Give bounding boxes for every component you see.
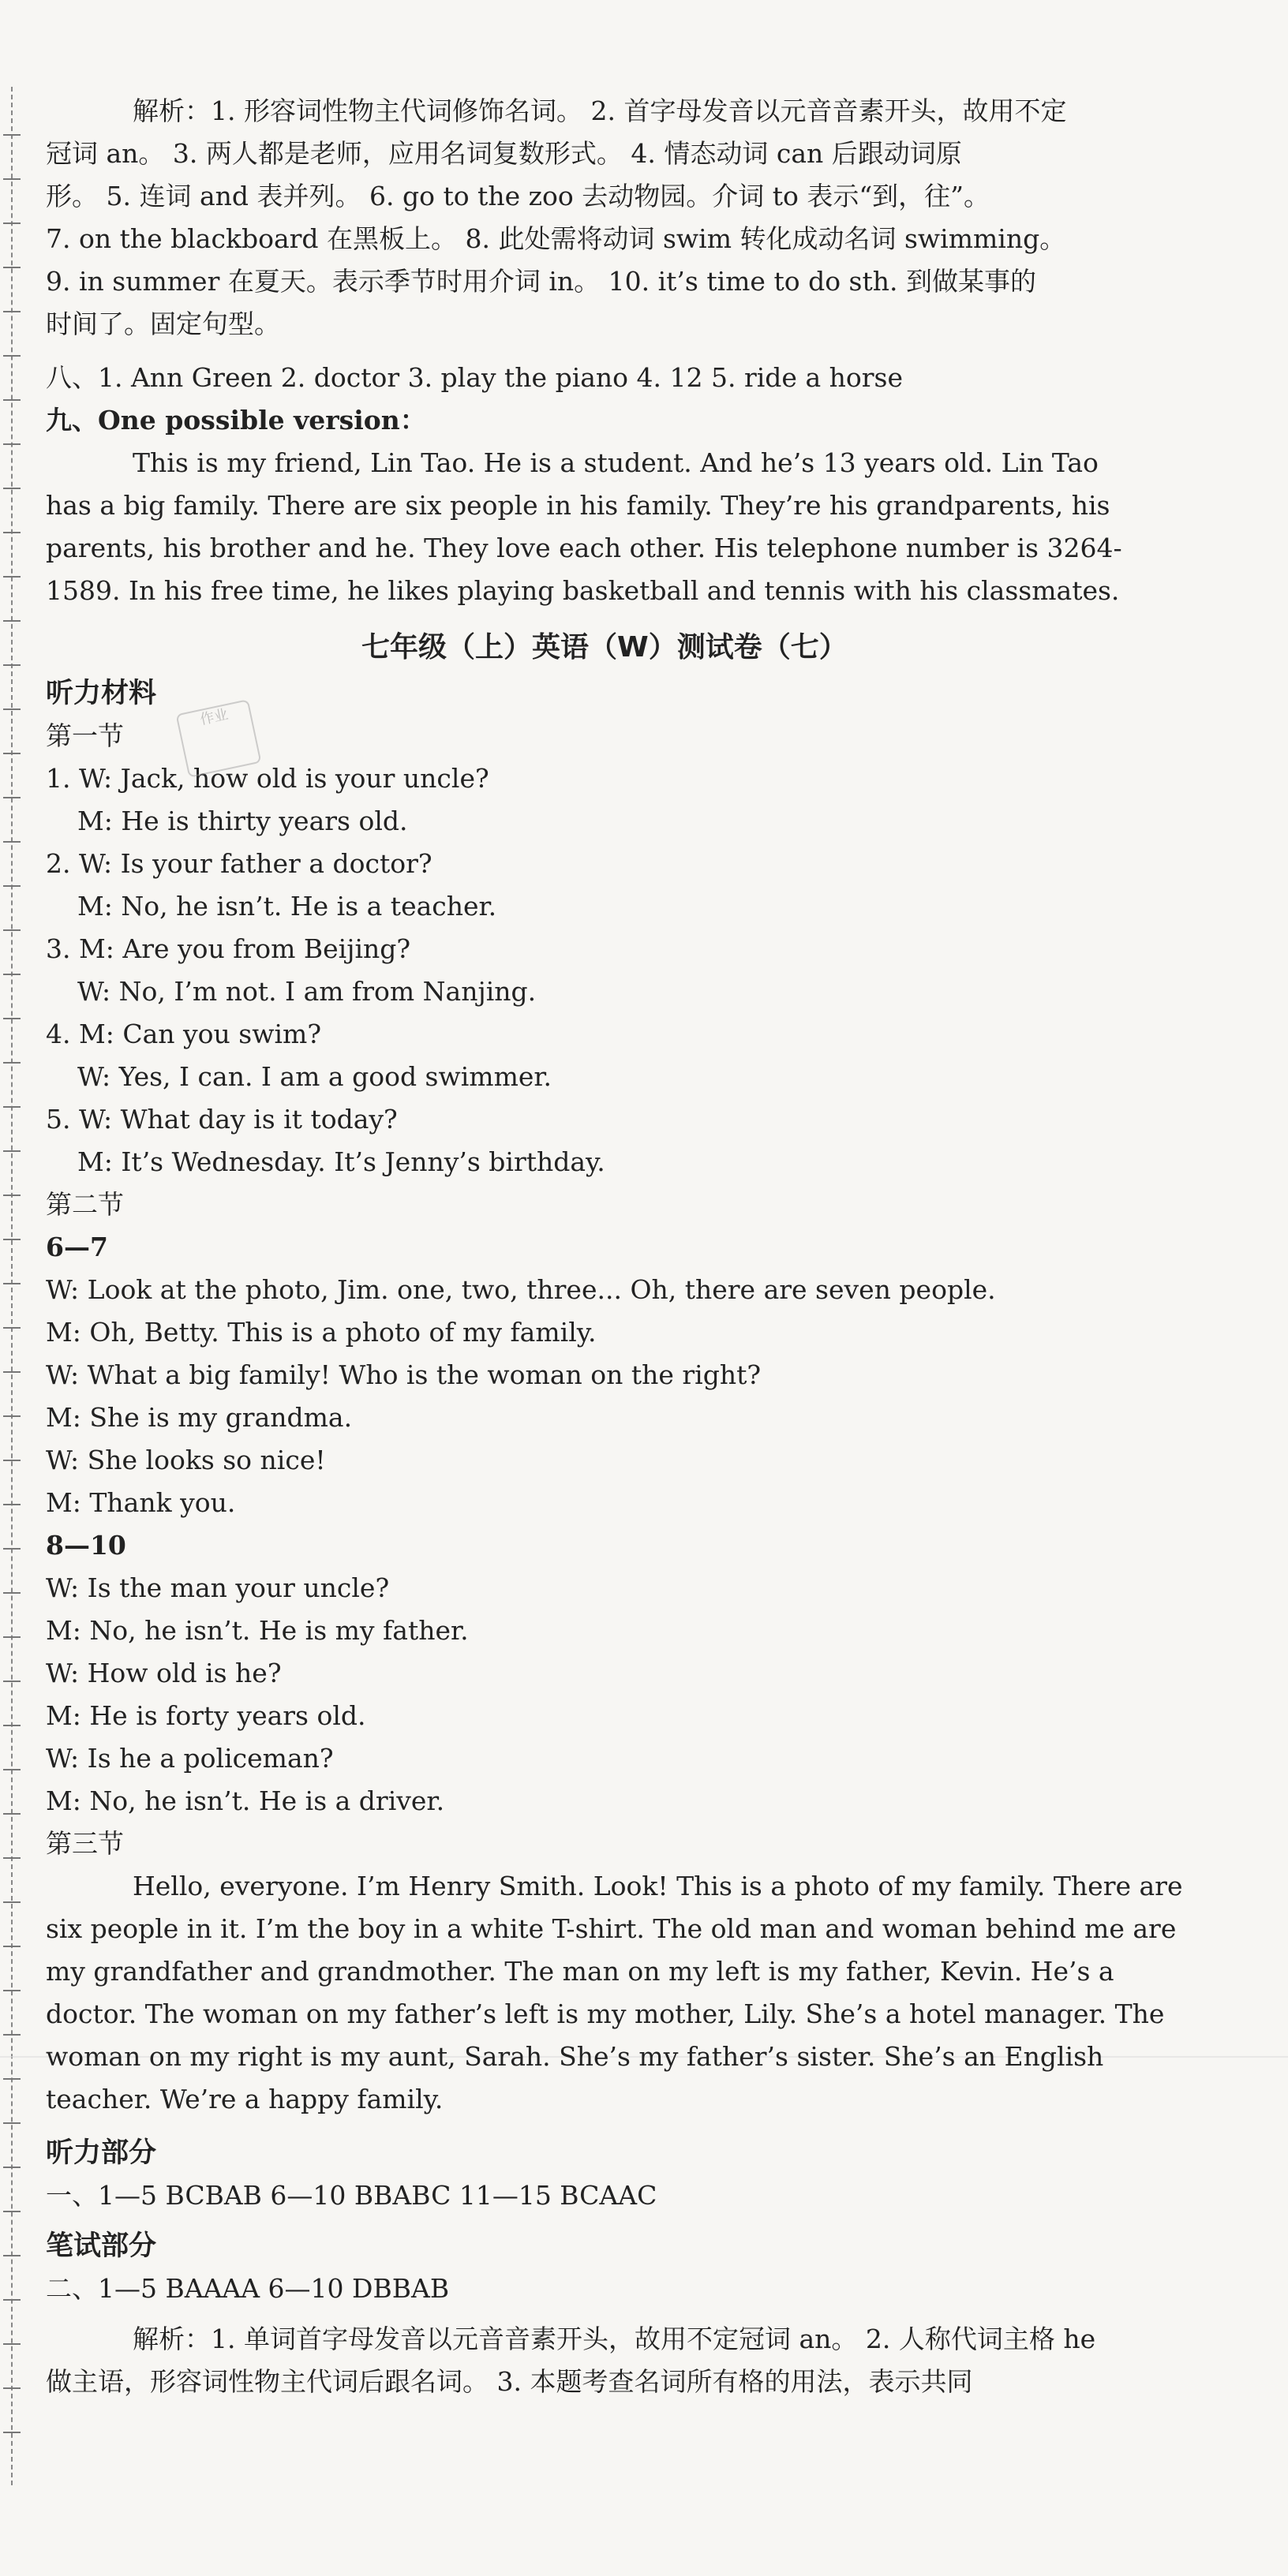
question-range: 8—10 (46, 1530, 126, 1561)
dialogue-line: M: It’s Wednesday. It’s Jenny’s birthday. (77, 1146, 605, 1177)
dialogue-line: W: She looks so nice! (46, 1445, 326, 1475)
stamp-text: 作业 (198, 706, 230, 729)
dialogue-line: W: No, I’m not. I am from Nanjing. (77, 976, 537, 1007)
dialogue-line: M: No, he isn’t. He is a teacher. (77, 891, 497, 922)
listening-section-heading: 听力部分 (46, 2137, 157, 2169)
dialogue-line: W: How old is he? (46, 1658, 282, 1688)
part-1-heading: 第一节 (46, 720, 124, 751)
dialogue-line: M: No, he isn’t. He is my father. (46, 1615, 469, 1646)
analysis-line: 解析：1. 单词首字母发音以元音音素开头，故用不定冠词 an。 2. 人称代词主格 he (133, 2324, 1096, 2354)
dialogue-line: W: What a big family! Who is the woman on the right? (46, 1359, 762, 1390)
essay-line: has a big family. There are six people in his family. They’re his grandparents, his (46, 490, 1110, 521)
passage-line: teacher. We’re a happy family. (46, 2084, 444, 2114)
test-title: 七年级（上）英语（W）测试卷（七） (361, 631, 848, 664)
dialogue-line: M: He is forty years old. (46, 1700, 366, 1731)
dialogue-line: 4. M: Can you swim? (46, 1019, 322, 1049)
essay-line: 1589. In his free time, he likes playing basketball and tennis with his classmates. (46, 575, 1120, 606)
analysis-line: 时间了。固定句型。 (46, 308, 280, 339)
dialogue-line: W: Is the man your uncle? (46, 1572, 390, 1603)
dialogue-line: W: Is he a policeman? (46, 1743, 334, 1774)
analysis-line: 7. on the blackboard 在黑板上。 8. 此处需将动词 swim 转化成动名词 swimming。 (46, 223, 1066, 254)
dialogue-line: M: She is my grandma. (46, 1402, 353, 1433)
analysis-line: 形。 5. 连词 and 表并列。 6. go to the zoo 去动物园。介词 to 表示“到，往”。 (46, 181, 990, 211)
dialogue-line: W: Yes, I can. I am a good swimmer. (77, 1061, 552, 1092)
analysis-line: 冠词 an。 3. 两人都是老师，应用名词复数形式。 4. 情态动词 can 后跟动词原 (46, 138, 962, 169)
passage-line: my grandfather and grandmother. The man on my left is my father, Kevin. He’s a (46, 1956, 1114, 1987)
dialogue-line: M: Oh, Betty. This is a photo of my family. (46, 1317, 597, 1348)
dialogue-line: 3. M: Are you from Beijing? (46, 933, 411, 964)
dialogue-line: M: No, he isn’t. He is a driver. (46, 1785, 445, 1816)
dialogue-line: M: Thank you. (46, 1487, 236, 1518)
passage-line: doctor. The woman on my father’s left is my mother, Lily. She’s a hotel manager. The (46, 1998, 1165, 2029)
written-section-heading: 笔试部分 (46, 2230, 157, 2262)
passage-line: six people in it. I’m the boy in a white T-shirt. The old man and woman behind me are (46, 1913, 1177, 1944)
dialogue-line: M: He is thirty years old. (77, 806, 408, 836)
passage-line: Hello, everyone. I’m Henry Smith. Look! This is a photo of my family. There are (133, 1871, 1183, 1901)
dialogue-line: 5. W: What day is it today? (46, 1104, 398, 1135)
dialogue-line: 1. W: Jack, how old is your uncle? (46, 763, 489, 794)
dialogue-line: 2. W: Is your father a doctor? (46, 848, 432, 879)
listening-material-heading: 听力材料 (46, 678, 157, 709)
passage-line: woman on my right is my aunt, Sarah. She’s my father’s sister. She’s an English (46, 2041, 1104, 2072)
binding-ticks (3, 103, 21, 2469)
essay-line: parents, his brother and he. They love each other. His telephone number is 3264- (46, 533, 1122, 563)
part-3-heading: 第三节 (46, 1828, 124, 1859)
written-answers: 二、1—5 BAAAA 6—10 DBBAB (46, 2273, 450, 2304)
analysis-line: 做主语，形容词性物主代词后跟名词。 3. 本题考查名词所有格的用法，表示共同 (46, 2366, 973, 2397)
essay-line: This is my friend, Lin Tao. He is a student. And he’s 13 years old. Lin Tao (133, 447, 1099, 478)
listening-answers: 一、1—5 BCBAB 6—10 BBABC 11—15 BCAAC (46, 2180, 657, 2211)
section-8-answers: 八、1. Ann Green 2. doctor 3. play the piano 4. 12 5. ride a horse (46, 362, 903, 393)
part-2-heading: 第二节 (46, 1189, 124, 1220)
dialogue-line: W: Look at the photo, Jim. one, two, three... Oh, there are seven people. (46, 1274, 996, 1305)
section-9-heading: 九、One possible version： (46, 405, 426, 436)
analysis-line: 解析：1. 形容词性物主代词修饰名词。 2. 首字母发音以元音音素开头，故用不定 (133, 95, 1067, 126)
analysis-line: 9. in summer 在夏天。表示季节时用介词 in。 10. it’s time to do sth. 到做某事的 (46, 266, 1036, 297)
question-range: 6—7 (46, 1232, 108, 1262)
